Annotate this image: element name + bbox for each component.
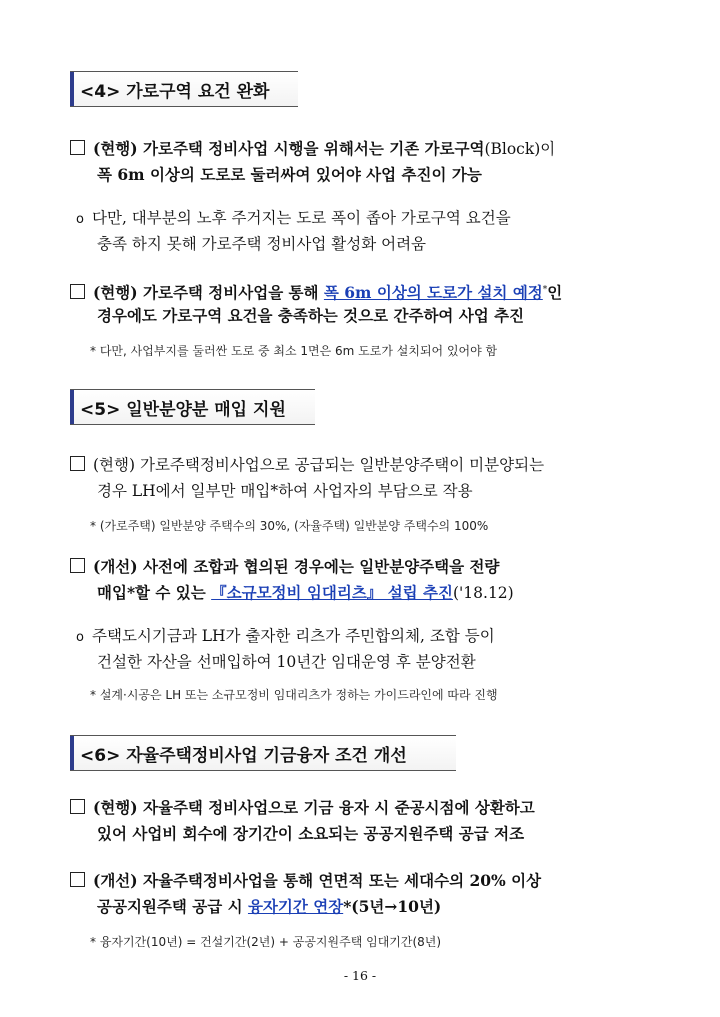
s6-item-2: (개선) 자율주택정비사업을 통해 연면적 또는 세대수의 20% 이상 (70, 871, 541, 891)
checkbox-icon (70, 799, 85, 814)
section-6-title: <6> 자율주택정비사업 기금융자 조건 개선 (80, 746, 407, 766)
s4-item-1: (현행) 가로주택 정비사업 시행을 위해서는 기존 가로구역(Block)이 (70, 139, 555, 159)
s6-item-1-cont: 있어 사업비 회수에 장기간이 소요되는 공공지원주택 공급 저조 (97, 824, 525, 843)
s5-footnote-2: * 설계·시공은 LH 또는 소규모정비 임대리츠가 정하는 가이드라인에 따라 진행 (90, 688, 498, 702)
s5-sub-1: o 주택도시기금과 LH가 출자한 리츠가 주민합의체, 조합 등이 (76, 626, 495, 648)
s4-item-1-cont: 폭 6m 이상의 도로로 둘러싸여 있어야 사업 추진이 가능 (97, 165, 482, 184)
section-6-header (70, 735, 456, 771)
s5-footnote-1: * (가로주택) 일반분양 주택수의 30%, (자율주택) 일반분양 주택수의 100% (90, 519, 489, 533)
s6-item-1: (현행) 자율주택 정비사업으로 기금 융자 시 준공시점에 상환하고 (70, 798, 535, 818)
s4-footnote: * 다만, 사업부지를 둘러싼 도로 중 최소 1면은 6m 도로가 설치되어 있어야 함 (90, 344, 498, 358)
s4-item-2-cont: 경우에도 가로구역 요건을 충족하는 것으로 간주하여 사업 추진 (97, 306, 525, 325)
s4-sub-1: o 다만, 대부분의 노후 주거지는 도로 폭이 좁아 가로구역 요건을 (76, 208, 511, 230)
loan-extension-link[interactable]: 융자기간 연장 (247, 897, 344, 916)
section-accent-bar (70, 736, 74, 770)
s5-item-1-cont: 경우 LH에서 일부만 매입*하여 사업자의 부담으로 작용 (97, 482, 473, 500)
section-5-header (70, 389, 315, 425)
section-4-title: <4> 가로구역 요건 완화 (80, 82, 270, 102)
section-4-header (70, 71, 298, 107)
s5-sub-1-cont: 건설한 자산을 선매입하여 10년간 임대운영 후 분양전환 (97, 653, 476, 671)
checkbox-icon (70, 284, 85, 299)
section-5-title: <5> 일반분양분 매입 지원 (80, 400, 286, 420)
road-condition-link[interactable]: 폭 6m 이상의 도로가 설치 예정 (323, 283, 543, 303)
s5-item-2: (개선) 사전에 조합과 협의된 경우에는 일반분양주택을 전량 (70, 557, 499, 577)
rental-reits-link[interactable]: 『소규모정비 임대리츠』 설립 추진 (211, 583, 453, 602)
bullet-circle-icon: o (76, 630, 84, 645)
s6-footnote: * 융자기간(10년) = 건설기간(2년) + 공공지원주택 임대기간(8년) (90, 935, 442, 949)
bullet-circle-icon: o (76, 212, 84, 227)
s4-item-2: (현행) 가로주택 정비사업을 통해 폭 6m 이상의 도로가 설치 예정*인 (70, 280, 562, 303)
section-accent-bar (70, 390, 74, 424)
checkbox-icon (70, 872, 85, 887)
s6-item-2-cont: 공공지원주택 공급 시 융자기간 연장*(5년→10년) (97, 897, 442, 916)
checkbox-icon (70, 456, 85, 471)
checkbox-icon (70, 140, 85, 155)
section-accent-bar (70, 72, 74, 106)
s4-sub-1-cont: 충족 하지 못해 가로주택 정비사업 활성화 어려움 (97, 235, 427, 253)
checkbox-icon (70, 558, 85, 573)
page-number: - 16 - (343, 968, 377, 983)
s5-item-1: (현행) 가로주택정비사업으로 공급되는 일반분양주택이 미분양되는 (70, 455, 544, 475)
s5-item-2-cont: 매입*할 수 있는 『소규모정비 임대리츠』 설립 추진('18.12) (97, 583, 514, 602)
